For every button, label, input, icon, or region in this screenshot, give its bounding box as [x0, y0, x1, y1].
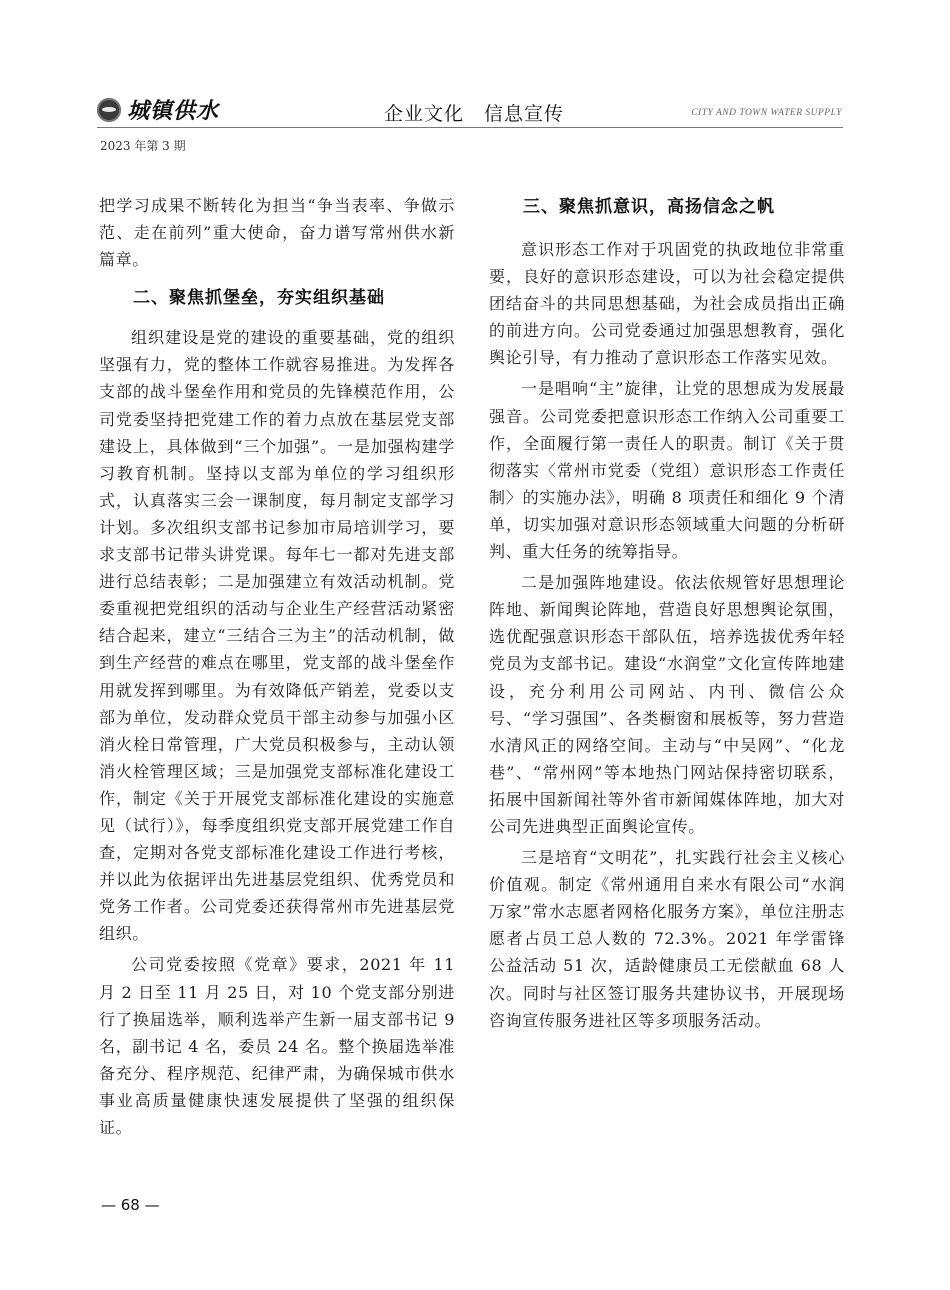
left-column [99, 192, 455, 1141]
right-column [489, 194, 845, 1034]
water-drop-logo-icon [97, 98, 121, 122]
section-heading-2: 二、聚焦抓堡垒，夯实组织基础 [133, 288, 385, 309]
paragraph-continued: 把学习成果不断转化为担当“争当表率、争做示范、走在前列”重大使命，奋力谱写常州供水新篇章。 [99, 196, 455, 270]
paragraph: 组织建设是党的建设的重要基础，党的组织坚强有力，党的整体工作就容易推进。为发挥各支部的战斗堡垒作用和党员的先锋模范作用，公司党委坚持把党建工作的着力点放在基层党支部建设上，具体做到“三个加强”。一是加强构建学习教育机制。坚持以支部为单位的学习组织形式，认真落实三会一课制度，每月制定支部学习计划。多次组织支部书记参加市局培训学习，要求支部书记带头讲党课。每年七一都对先进支部进行总结表彰；二是加强建立有效活动机制。党委重视把党组织的活动与企业生产经营活动紧密结合起来，建立“三结合三为主”的活动机制，做到生产经营的难点在哪里，党支部的战斗堡垒作用就发挥到哪里。为有效降低产销差，党委以支部为单位，发动群众党员干部主动参与加强小区消火栓日常管理，广大党员积极参与，主动认领消火栓管理区域；三是加强党支部标准化建设工作，制定《关于开展党支部标准化建设的实施意见（试行）》，每季度组织党支部开展党建工作自查，定期对各党支部标准化建设工作进行考核，并以此为依据评出先进基层党组织、优秀党员和党务工作者。公司党委还获得常州市先进基层党组织。 [99, 328, 455, 944]
paragraph: 公司党委按照《党章》要求，2021 年 11 月 2 日至 11 月 25 日，对 10 个党支部分别进行了换届选举，顺利选举产生新一届支部书记 9 名，副书记 4 名，委员 24 名。整个换届选举准备充分、程序规范、纪律严肃，为确保城市供水事业高质量健康快速发展提供了坚强的组织保证。 [99, 955, 455, 1137]
paragraph: 意识形态工作对于巩固党的执政地位非常重要，良好的意识形态建设，可以为社会稳定提供团结奋斗的共同思想基础，为社会成员指出正确的前进方向。公司党委通过加强思想教育，强化舆论引导，有力推动了意识形态工作落实见效。 [489, 240, 845, 368]
paragraph: 二是加强阵地建设。依法依规管好思想理论阵地、新闻舆论阵地，营造良好思想舆论氛围，选优配强意识形态干部队伍，培养选拔优秀年轻党员为支部书记。建设“水润堂”文化宣传阵地建设，充分利用公司网站、内刊、微信公众号、“学习强国”、各类橱窗和展板等，努力营造水清风正的网络空间。主动与“中吴网”、“化龙巷”、“常州网”等本地热门网站保持密切联系，拓展中国新闻社等外省市新闻媒体阵地，加大对公司先进典型正面舆论宣传。 [489, 573, 845, 836]
paragraph: 一是唱响“主”旋律，让党的思想成为发展最强音。公司党委把意识形态工作纳入公司重要工作，全面履行第一责任人的职责。制订《关于贯彻落实〈常州市党委（党组）意识形态工作责任制〉的实施办法》，明确 8 项责任和细化 9 个清单，切实加强对意识形态领域重大问题的分析研判、重大任务的统筹指导。 [489, 379, 845, 562]
logo-text: 城镇供水 [127, 98, 220, 124]
section-title: 企业文化 信息宣传 [384, 103, 565, 125]
page-header [0, 0, 950, 160]
page-number: — 68 — [101, 1196, 160, 1214]
journal-english-title: CITY AND TOWN WATER SUPPLY [691, 108, 842, 118]
section-heading-3: 三、聚焦抓意识，高扬信念之帆 [523, 197, 775, 217]
header-divider [97, 127, 843, 128]
paragraph: 三是培育“文明花”，扎实践行社会主义核心价值观。制定《常州通用自来水有限公司“水润万家”常水志愿者网格化服务方案》，单位注册志愿者占员工总人数的 72.3%。2021 年学雷锋公益活动 51 次，适龄健康员工无偿献血 68 人次。同时与社区签订服务共建协议书，开展现场咨询宣传服务进社区等多项服务活动。 [489, 848, 845, 1030]
journal-logo [97, 94, 219, 125]
issue-label: 2023 年第 3 期 [100, 139, 186, 153]
